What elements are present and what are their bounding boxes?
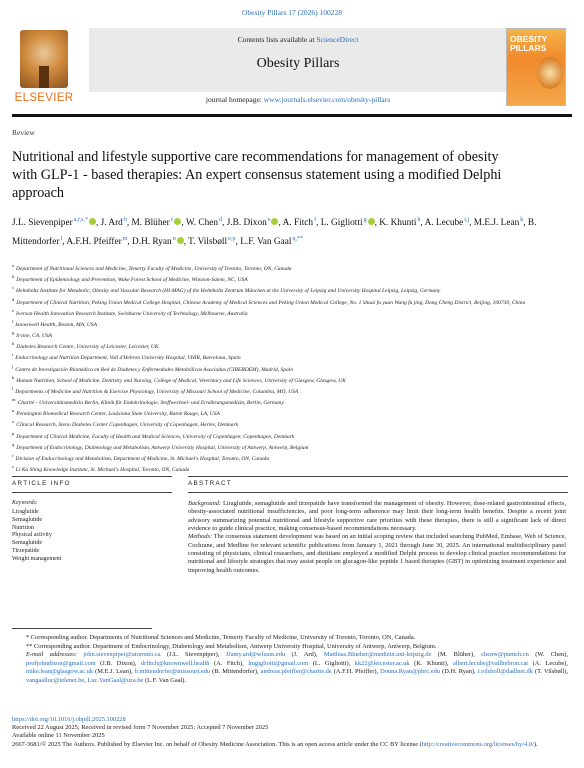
author-affiliation-marks[interactable]: k xyxy=(520,217,524,223)
elsevier-wordmark: ELSEVIER xyxy=(14,92,74,104)
author-separator: , xyxy=(523,218,528,228)
author-separator: , xyxy=(222,218,227,228)
affiliation-list xyxy=(12,262,572,474)
affiliation-text: Pennington Biomedical Research Center, Louisiana State University, Baton Rouge, LA, USA xyxy=(16,411,220,418)
keyword: Semaglutide xyxy=(12,516,42,523)
affiliation-key: p xyxy=(12,430,15,436)
author-separator: , xyxy=(469,218,474,228)
affiliation-key: h xyxy=(12,341,15,347)
affiliation xyxy=(12,463,572,474)
author-affiliation-marks[interactable]: o,p xyxy=(228,236,236,242)
author[interactable] xyxy=(188,237,235,247)
affiliation-text: Clinical Research, Steno Diabetes Center Copenhagen, University of Copenhagen, Herlev, Denmark xyxy=(16,422,239,429)
author[interactable] xyxy=(379,218,420,228)
abstract-methods xyxy=(188,533,566,575)
affiliation xyxy=(12,273,572,284)
email-owner: (M. Blüher), xyxy=(431,651,482,659)
cover-title: OBESITY PILLARS xyxy=(510,34,548,53)
email-link[interactable]: Luc.VanGaal@uza.be xyxy=(87,676,144,684)
email-link[interactable]: JJamy.ard@wfusm.edu xyxy=(225,651,286,659)
affiliation-key: b xyxy=(12,274,15,280)
publication-info xyxy=(12,716,568,749)
affiliation-text: Endocrinology and Nutrition Department, Vall d'Hebron University Hospital, VHIR, Barcelona, Spain xyxy=(15,355,241,362)
email-link[interactable]: john.sievenpiper@utoronto.ca xyxy=(83,651,161,659)
author[interactable] xyxy=(66,237,127,247)
elsevier-tree-trunk xyxy=(39,66,49,88)
author-name[interactable]: K. Khunti xyxy=(379,218,417,228)
abstract-subrule xyxy=(188,492,568,493)
author-name[interactable]: J.B. Dixon xyxy=(226,218,267,228)
author[interactable] xyxy=(131,218,181,228)
affiliation xyxy=(12,329,572,340)
email-link[interactable]: andreas.pfeiffer@charite.de xyxy=(260,668,332,676)
orcid-icon[interactable] xyxy=(177,237,184,244)
affiliation-text: Charité - Universitätsmedizin Berlin, Klinik für Endokrinologie, Stoffwechsel- und Ernährungsmedizin, Berlin, Germany xyxy=(17,399,284,406)
email-link[interactable]: Donna.Ryan@pbrc.edu xyxy=(380,668,441,676)
author-separator: , xyxy=(183,237,189,247)
license-link[interactable]: http://creativecommons.org/licenses/by/4.0/ xyxy=(421,740,534,748)
affiliation-key: j xyxy=(12,363,14,369)
keyword: Weight management xyxy=(12,555,62,562)
article-info-heading: ARTICLE INFO xyxy=(12,480,71,487)
keyword: Nutrition xyxy=(12,524,34,531)
author-affiliation-marks[interactable]: d xyxy=(219,217,223,223)
affiliation xyxy=(12,441,572,452)
article-info-subrule xyxy=(12,492,172,493)
affiliation-key: c xyxy=(12,285,15,291)
affiliation-text: Department of Endocrinology, Diabetology and Metabolism, Antwerp University Hospital, University of Antwerp, Antwerp, Belgium xyxy=(16,444,309,451)
email-link[interactable]: albert.lecube@vallhebron.cat xyxy=(453,659,529,667)
affiliation-text: Department of Epidemiology and Prevention, Wake Forest School of Medicine, Winston-Salem, NC, USA xyxy=(16,277,248,283)
author-affiliation-marks[interactable]: q,** xyxy=(292,236,303,242)
author-name[interactable]: M. Blüher xyxy=(131,218,170,228)
license-statement xyxy=(12,741,568,749)
journal-masthead xyxy=(89,28,507,92)
affiliation-text: Department of Nutritional Sciences and Medicine, Temerty Faculty of Medicine, University of Toronto, Toronto, ON, Canada xyxy=(16,265,292,272)
author-name[interactable]: B. Mittendorfer xyxy=(12,218,537,247)
email-link[interactable]: drfitch@knownwell.health xyxy=(140,659,210,667)
affiliation xyxy=(12,407,572,418)
author-affiliation-marks[interactable]: b xyxy=(123,217,127,223)
contents-prefix: Contents lists available at xyxy=(237,35,317,44)
affiliation-text: Department of Clinical Nutrition, Peking Union Medical College Hospital, Chinese Academy of Medical Sciences and Peking Union Medical College, No. 1 Shuai fu yuan Wang fu jing, Dong Cheng District, Beijing, 100730, China xyxy=(16,299,526,306)
abstract-body xyxy=(188,500,566,575)
journal-homepage-link[interactable]: www.journals.elsevier.com/obesity-pillars xyxy=(263,95,391,104)
orcid-icon[interactable] xyxy=(89,218,96,225)
affiliation xyxy=(12,418,572,429)
affiliation xyxy=(12,340,572,351)
affiliation-key: a xyxy=(12,263,15,268)
license-text: 2667-3681/© 2025 The Authors. Published by Elsevier Inc. on behalf of Obesity Medicine Association. This is an open access article under the CC BY license ( xyxy=(12,740,422,748)
journal-cover-image[interactable] xyxy=(506,28,566,106)
background-label: Background: xyxy=(188,500,222,507)
author-separator: , xyxy=(126,218,132,228)
journal-homepage-line xyxy=(89,95,507,104)
author[interactable] xyxy=(240,237,303,247)
methods-text: The consensus statement development was based on an initial scoping review that included searching PubMed, Embase, Web of Science, Cochrane, and Medline for relevant scientific publications from January 1, 2021 through June 30, 2025. An international multidisciplinary panel consisting of physicians, clinical researchers, and dietitians employed a modified Delphi process to develop clinical practice recommendations for nutritional and lifestyle strategies that may assist people on glucagon-like peptide 1 based therapies (GBT) in optimizing treatment experience and improving health outcomes. xyxy=(188,533,566,574)
article-history: Received 22 August 2025; Received in revised form 7 November 2025; Accepted 7 November 2025 xyxy=(12,724,269,732)
email-link[interactable]: t.vilsboll@dadlnet.dk xyxy=(477,668,533,676)
elsevier-logo[interactable] xyxy=(12,28,76,108)
email-link[interactable]: Matthias.Blueher@medizin.uni-leipzig.de xyxy=(323,651,432,659)
author-separator: , xyxy=(235,237,241,247)
affiliation xyxy=(12,351,572,362)
methods-label: Methods: xyxy=(188,533,213,541)
email-link[interactable]: b.mittendorfer@missouri.edu xyxy=(134,668,211,676)
author-name[interactable]: W. Chen xyxy=(185,218,219,228)
author[interactable] xyxy=(101,218,127,228)
doi-link[interactable]: https://doi.org/10.1016/j.obpill.2025.100228 xyxy=(12,716,126,723)
author[interactable] xyxy=(132,237,184,247)
affiliation-text: Departments of Medicine and Nutrition & Exercise Physiology, University of Missouri School of Medicine, Columbia, MO, USA xyxy=(15,388,299,395)
author-name[interactable]: M.E.J. Lean xyxy=(473,218,520,228)
author-affiliation-marks[interactable]: n xyxy=(172,236,176,242)
affiliation-key: f xyxy=(12,318,14,324)
author[interactable] xyxy=(227,218,279,228)
author-name[interactable]: J. Ard xyxy=(100,218,123,228)
author-name[interactable]: L. Gigliotti xyxy=(320,218,363,228)
affiliation-key: g xyxy=(12,330,15,336)
author[interactable] xyxy=(474,218,523,228)
license-close: ). xyxy=(533,740,538,748)
affiliation-key: s xyxy=(12,464,14,470)
email-owner: (L. Gigliotti), xyxy=(308,659,355,667)
email-owner: (A. Lecube), xyxy=(528,659,568,667)
author-affiliation-marks[interactable]: i,j xyxy=(464,217,470,223)
author-separator: , xyxy=(316,218,321,228)
email-owner: , xyxy=(84,676,88,684)
email-owner: (B. Mittendorfer), xyxy=(210,668,261,676)
homepage-prefix: journal homepage: xyxy=(205,95,264,104)
keyword: Tirzepatide xyxy=(12,547,40,554)
author-name[interactable]: A. Lecube xyxy=(424,218,464,228)
footnotes xyxy=(12,634,568,686)
email-owner: (M.E.J. Lean), xyxy=(93,668,135,676)
header-rule xyxy=(12,114,572,117)
affiliation-key: o xyxy=(12,419,15,425)
author[interactable] xyxy=(321,218,375,228)
keyword-list xyxy=(12,509,172,564)
email-link[interactable]: profjohndixon@gmail.com xyxy=(26,659,96,667)
author-separator: , xyxy=(95,218,101,228)
affiliation xyxy=(12,296,572,307)
email-owner: (A. Fitch), xyxy=(209,659,249,667)
article-type: Review xyxy=(12,128,35,137)
author-affiliation-marks[interactable]: g xyxy=(363,217,367,223)
affiliation xyxy=(12,307,572,318)
email-owner: (L.F. Van Gaal). xyxy=(143,676,187,684)
journal-name: Obesity Pillars xyxy=(256,56,340,71)
author-separator: , xyxy=(278,218,283,228)
corresponding-author-2: ** Corresponding author. Department of Endocrinology, Diabetology and Metabolism, Antwerp University Hospital, University of Antwerp, Antwerp, Belgium. xyxy=(26,642,437,650)
journal-citation[interactable]: Obesity Pillars 17 (2026) 100228 xyxy=(242,8,342,17)
email-owner: (T. Vilsbøll), xyxy=(532,668,568,676)
affiliation-text: Division of Endocrinology and Metabolism, Department of Medicine, St. Michael's Hospital, Toronto, ON, Canada xyxy=(15,455,270,462)
article-info-rule xyxy=(12,476,172,477)
affiliation-key: q xyxy=(12,441,15,447)
affiliation-text: Helmholtz Institute for Metabolic, Obesity and Vascular Research (HI-MAG) of the Helmholtz Zentrum München at the University of Leipzig and University Hospital Leipzig, Leipzig, Germany xyxy=(16,288,441,295)
footnote-rule xyxy=(12,628,152,629)
email-owner: (D.H. Ryan), xyxy=(440,668,478,676)
author-name[interactable]: A. Fitch xyxy=(282,218,314,228)
abstract-heading: ABSTRACT xyxy=(188,480,232,487)
affiliation-key: e xyxy=(12,307,15,313)
author-separator: , xyxy=(62,237,67,247)
author-affiliation-marks[interactable]: l xyxy=(60,236,63,242)
author-separator: , xyxy=(374,218,380,228)
affiliation xyxy=(12,318,572,329)
article-title: Nutritional and lifestyle supportive care recommendations for management of obesity with GLP-1 - based therapies: An expert consensus statement using a modified Delphi approach xyxy=(12,149,502,201)
affiliation xyxy=(12,262,572,273)
journal-header xyxy=(12,28,572,110)
available-online: Available online 11 November 2025 xyxy=(12,732,105,740)
affiliation xyxy=(12,396,572,407)
affiliation-key: r xyxy=(12,452,14,458)
abstract-rule xyxy=(188,476,568,477)
affiliation-text: knownwell Health, Boston, MA, USA xyxy=(15,321,97,328)
affiliation-text: Iverson Health Innovation Research Institute, Swinburne University of Technology, Melbourne, Australia xyxy=(16,310,248,317)
affiliation-key: l xyxy=(12,385,14,391)
affiliation xyxy=(12,363,572,374)
affiliation xyxy=(12,374,572,385)
email-link[interactable]: chenw@pumch.cn xyxy=(481,651,529,659)
affiliation-key: i xyxy=(12,352,14,358)
affiliation-text: Diabetes Research Centre, University of Leicester, Leicester, UK xyxy=(16,344,159,351)
author[interactable] xyxy=(12,218,96,228)
affiliation xyxy=(12,284,572,295)
orcid-icon[interactable] xyxy=(368,218,375,225)
corresponding-author-1: * Corresponding author. Departments of Nutritional Sciences and Medicine, Temerty Faculty of Medicine, University of Toronto, Toronto, ON, Canada. xyxy=(26,634,416,641)
email-link[interactable]: vangaalluc@telenet.be xyxy=(26,676,85,684)
affiliation-text: Li Ka Shing Knowledge Institute, St. Michael's Hospital, Toronto, ON, Canada xyxy=(15,466,190,473)
keyword: Semaglutide xyxy=(12,540,42,547)
email-addresses xyxy=(12,651,568,685)
author-separator: , xyxy=(181,218,186,228)
author-list xyxy=(12,212,568,250)
author-affiliation-marks[interactable]: e xyxy=(267,217,271,223)
author-separator: , xyxy=(420,218,425,228)
email-owner: (W. Chen), xyxy=(528,651,568,659)
author-name[interactable]: L.F. Van Gaal xyxy=(240,237,292,247)
author-name[interactable]: T. Vilsbøll xyxy=(188,237,228,247)
sciencedirect-link[interactable]: ScienceDirect xyxy=(316,35,359,44)
keyword: Physical activity xyxy=(12,532,52,539)
author-name[interactable]: A.F.H. Pfeiffer xyxy=(66,237,122,247)
affiliation xyxy=(12,385,572,396)
email-owner: (J.B. Dixon), xyxy=(95,659,141,667)
affiliation-key: m xyxy=(12,397,16,403)
email-owner: (J. Ard), xyxy=(285,651,324,659)
affiliation-text: Human Nutrition, School of Medicine, Dentistry and Nursing, College of Medical, Veterinary and Life Sciences, University of Glasgow, Glasgow, UK xyxy=(16,377,346,384)
author-affiliation-marks[interactable]: c xyxy=(170,217,174,223)
keywords-label: Keywords: xyxy=(12,500,38,506)
author-affiliation-marks[interactable]: a,r,s,* xyxy=(73,217,88,223)
keyword: Liraglutide xyxy=(12,509,39,515)
affiliation-text: Department of Clinical Medicine, Faculty of Health and Medical Sciences, University of Copenhagen, Copenhagen, Denmark xyxy=(16,433,295,440)
email-link[interactable]: kk22@leicester.ac.uk xyxy=(354,659,410,667)
email-owner: (A.F.H. Pfeiffer), xyxy=(331,668,381,676)
affiliation xyxy=(12,452,572,463)
affiliation-key: d xyxy=(12,296,15,302)
author-name[interactable]: J.L. Sievenpiper xyxy=(12,218,73,228)
contents-line xyxy=(89,35,507,44)
author-affiliation-marks[interactable]: f xyxy=(314,217,317,223)
email-label: E-mail addresses: xyxy=(26,651,77,659)
cover-art-graphic xyxy=(537,57,563,89)
affiliation-key: k xyxy=(12,374,15,380)
email-link[interactable]: lmgigliotti@gmail.com xyxy=(248,659,309,667)
author-separator: , xyxy=(127,237,133,247)
author-affiliation-marks[interactable]: m xyxy=(122,236,128,242)
author[interactable] xyxy=(425,218,470,228)
email-owner: (J.L. Sievenpiper), xyxy=(160,651,226,659)
author-name[interactable]: D.H. Ryan xyxy=(132,237,172,247)
background-text: Liraglutide, semaglutide and tirzepatide have transformed the management of obesity. However, dose-related gastrointestinal effects, obesity-associated nutritional insufficiencies, and poor long-term adherence may limit their long-term health benefits. Despite a recent joint advisory summarizing potential nutritional and lifestyle supportive care priorities with these therapies, there is still a significant lack of direct evidence to guide clinical practice, making consensus-based recommendations necessary. xyxy=(188,500,566,533)
abstract-background xyxy=(188,500,566,533)
email-link[interactable]: mike.lean@glasgow.ac.uk xyxy=(26,668,94,676)
affiliation-text: Centro de Investigación Biomédica en Red de Diabetes y Enfermedades Metabólicas Asociadas (CIBERDEM), Madrid, Spain xyxy=(15,366,293,373)
affiliation-text: Irvine, CA, USA xyxy=(16,332,53,339)
author[interactable] xyxy=(186,218,222,228)
affiliation xyxy=(12,430,572,441)
email-owner: (K. Khunti), xyxy=(409,659,453,667)
author[interactable] xyxy=(283,218,316,228)
affiliation-key: n xyxy=(12,408,15,414)
author-affiliation-marks[interactable]: h xyxy=(417,217,421,223)
